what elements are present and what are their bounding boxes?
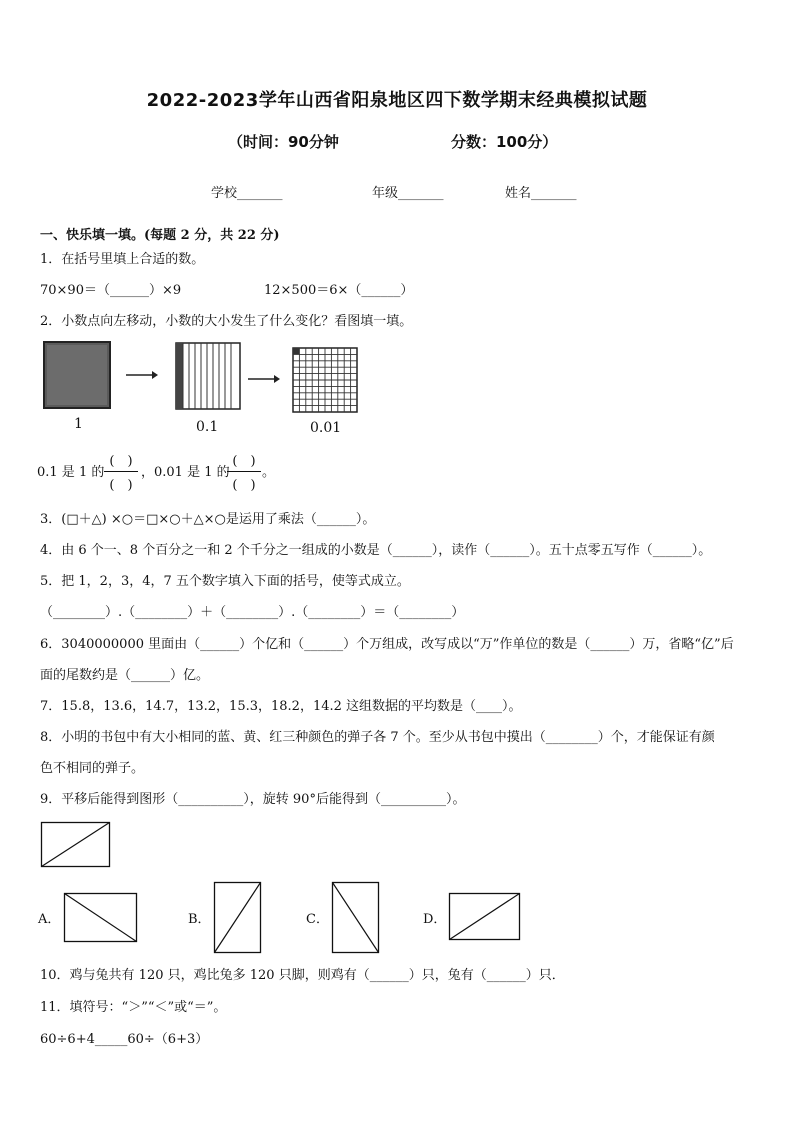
figure-label-one: 1 xyxy=(74,416,83,432)
option-b-label[interactable]: B． xyxy=(188,912,211,927)
question-1-b[interactable]: 12×500＝6×（______） xyxy=(264,283,414,298)
time-label: （时间：90分钟 xyxy=(228,133,339,151)
figure-label-hundredth: 0.01 xyxy=(310,420,342,436)
question-5-text: 5．把 1，2，3，4，7 五个数字填入下面的括号，使等式成立。 xyxy=(40,574,410,589)
question-9-text[interactable]: 9．平移后能得到图形（__________），旋转 90°后能得到（__________）。 xyxy=(40,792,466,807)
arrow-icon xyxy=(248,374,280,384)
question-8-line-1[interactable]: 8．小明的书包中有大小相同的蓝、黄、红三种颜色的弹子各 7 个。至少从书包中摸出（________）个，才能保证有颜 xyxy=(40,730,715,745)
figure-label-tenth: 0.1 xyxy=(196,419,219,435)
question-2-fill-a: 0.1 是 1 的 xyxy=(37,465,105,480)
square-one-figure xyxy=(44,342,112,410)
denominator-blank[interactable]: ( ) xyxy=(232,478,256,493)
question-6-line-1[interactable]: 6．3040000000 里面由（______）个亿和（______）个万组成，改写成以“万”作单位的数是（______）万，省略“亿”后 xyxy=(40,637,734,652)
question-7[interactable]: 7．15.8，13.6，14.7，13.2，15.3，18.2，14.2 这组数据的平均数是（____）。 xyxy=(40,699,522,714)
option-a-label[interactable]: A． xyxy=(38,912,61,927)
question-10[interactable]: 10．鸡与兔共有 120 只，鸡比兔多 120 只脚，则鸡有（______）只，兔有（______）只． xyxy=(40,968,565,983)
question-1-text: 1．在括号里填上合适的数。 xyxy=(40,252,205,267)
question-3[interactable]: 3．(□＋△) ×○＝□×○＋△×○是运用了乘法（______）。 xyxy=(40,512,376,527)
question-11-expression[interactable]: 60÷6+4_____60÷（6+3） xyxy=(40,1032,209,1047)
numerator-blank[interactable]: ( ) xyxy=(232,454,256,469)
question-2-text: 2．小数点向左移动，小数的大小发生了什么变化？看图填一填。 xyxy=(40,314,413,329)
question-2-fill-b: ，0.01 是 1 的 xyxy=(141,465,230,480)
school-field[interactable]: 学校_______ xyxy=(211,186,283,201)
page-title: 2022-2023学年山西省阳泉地区四下数学期末经典模拟试题 xyxy=(146,90,648,111)
denominator-blank[interactable]: ( ) xyxy=(109,478,133,493)
fraction-bar xyxy=(227,471,261,472)
option-b-figure[interactable] xyxy=(214,882,262,954)
option-a-figure[interactable] xyxy=(64,893,138,943)
option-c-figure[interactable] xyxy=(332,882,380,954)
option-c-label[interactable]: C． xyxy=(306,912,329,927)
question-1-a[interactable]: 70×90＝（______）×9 xyxy=(40,283,182,298)
name-field[interactable]: 姓名_______ xyxy=(505,186,577,201)
hundredths-figure xyxy=(293,348,359,414)
fraction-blank-2[interactable] xyxy=(227,450,261,493)
question-6-line-2[interactable]: 面的尾数约是（______）亿。 xyxy=(40,668,210,683)
score-label: 分数：100分） xyxy=(451,133,558,151)
tenths-figure xyxy=(176,343,242,411)
option-d-label[interactable]: D． xyxy=(423,912,447,927)
question-5-expression[interactable]: （________）.（________）＋（________）.（________）＝（________） xyxy=(40,605,465,620)
reference-rectangle-figure xyxy=(41,822,111,868)
fraction-bar xyxy=(104,471,138,472)
numerator-blank[interactable]: ( ) xyxy=(109,454,133,469)
arrow-icon xyxy=(126,370,158,380)
fraction-blank-1[interactable] xyxy=(104,450,138,493)
section-heading: 一、快乐填一填。(每题 2 分，共 22 分) xyxy=(40,228,280,243)
question-4[interactable]: 4．由 6 个一、8 个百分之一和 2 个千分之一组成的小数是（______），读作（______）。五十点零五写作（______）。 xyxy=(40,543,712,558)
option-d-figure[interactable] xyxy=(449,893,521,941)
question-2-fill-end: 。 xyxy=(262,465,276,480)
question-8-line-2: 色不相同的弹子。 xyxy=(40,761,145,776)
question-11-text: 11．填符号：“＞”“＜”或“＝”。 xyxy=(40,1000,227,1015)
grade-field[interactable]: 年级_______ xyxy=(372,186,444,201)
